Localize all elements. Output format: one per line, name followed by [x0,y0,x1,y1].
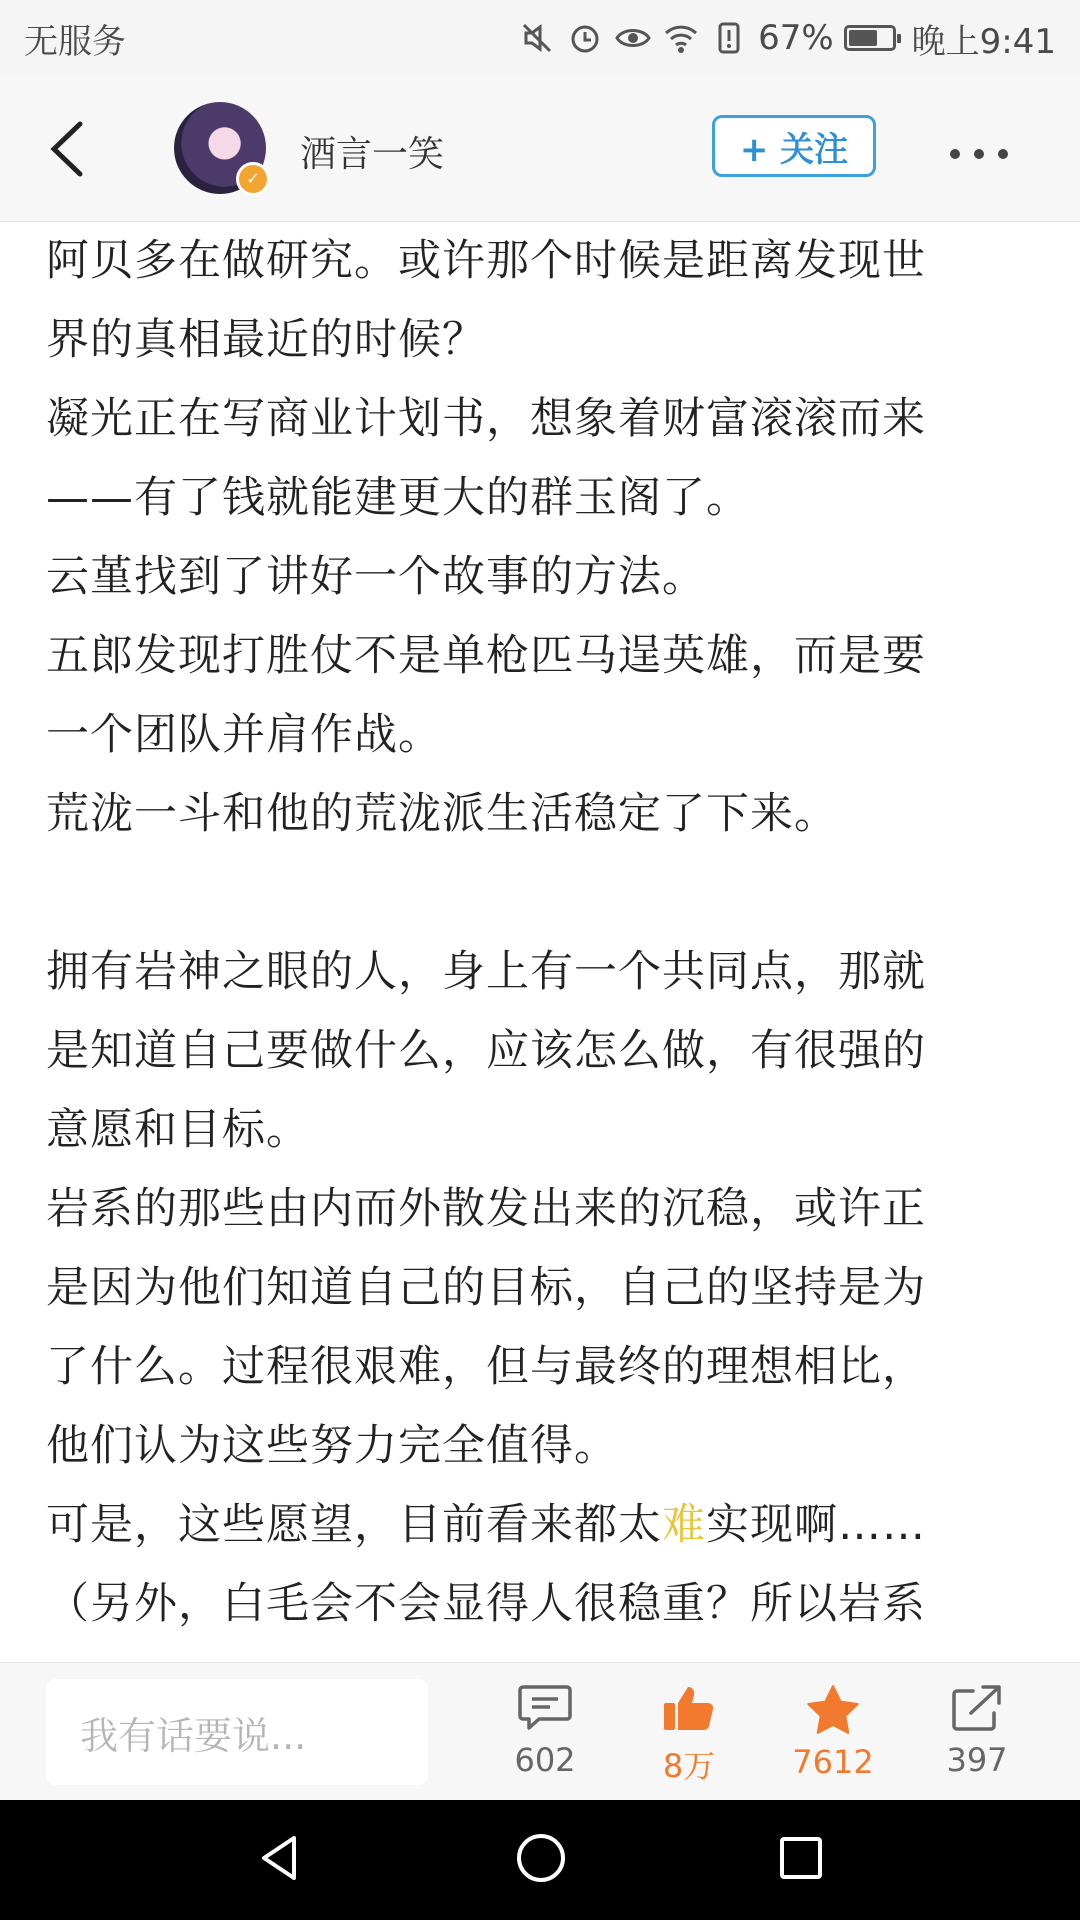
article-line: 界的真相最近的时候？ [46,315,486,365]
status-icons [518,14,1056,63]
comment-button[interactable] [490,1683,600,1783]
article-line: 他们认为这些努力完全值得。 [46,1421,618,1471]
battery-percent: 67% [758,18,834,58]
article-line: 岩系的那些由内而外散发出来的沉稳，或许正 [46,1184,926,1234]
article-line: 云堇找到了讲好一个故事的方法。 [46,552,706,602]
author-name[interactable]: 酒言一笑 [300,134,445,175]
article-body [46,222,1036,1662]
triangle-back-icon [254,1832,306,1884]
article-line: 凝光正在写商业计划书，想象着财富滚滚而来 [46,394,926,444]
article-line: 是知道自己要做什么，应该怎么做，有很强的 [46,1026,926,1076]
favorite-count: 7612 [792,1743,874,1781]
blank-line [46,854,1036,933]
system-nav-bar [0,1800,1080,1920]
more-options-button[interactable] [950,144,1034,164]
share-icon [949,1683,1005,1733]
article-line: ——有了钱就能建更大的群玉阁了。 [46,473,750,523]
verified-badge-icon: ✓ [236,162,270,196]
like-button[interactable] [634,1683,744,1783]
highlighted-word: 难 [662,1500,706,1550]
like-count: 8万 [662,1747,716,1785]
eye-comfort-icon [614,19,652,57]
dot-icon [974,149,984,159]
article-line: 意愿和目标。 [46,1105,310,1155]
article-line: 是因为他们知道自己的目标，自己的坚持是为 [46,1263,926,1313]
share-count: 397 [946,1741,1008,1779]
status-bar [0,0,1080,76]
comment-count: 602 [514,1741,576,1779]
dot-icon [950,149,960,159]
share-button[interactable] [922,1683,1032,1783]
article-line: 拥有岩神之眼的人，身上有一个共同点，那就 [46,947,926,997]
thumbs-up-icon [661,1683,717,1733]
nav-home-button[interactable] [513,1830,569,1890]
article-line [46,1486,1036,1565]
nav-back-button[interactable] [254,1832,306,1888]
article-line: 了什么。过程很艰难，但与最终的理想相比， [46,1342,926,1392]
circle-home-icon [513,1830,569,1886]
alarm-icon [566,19,604,57]
clock: 晚上9:41 [911,21,1056,62]
mute-icon [518,19,556,57]
article-line: 一个团队并肩作战。 [46,710,442,760]
line-text: 实现啊…… [706,1500,926,1550]
square-recents-icon [776,1833,826,1883]
line-text: 可是，这些愿望，目前看来都太 [46,1500,662,1550]
dot-icon [998,149,1008,159]
wifi-icon [662,19,700,57]
action-bar [0,1662,1080,1800]
star-icon [805,1683,861,1735]
carrier-label: 无服务 [24,21,126,62]
comment-input[interactable]: 我有话要说... [46,1679,428,1785]
alert-icon [710,19,748,57]
post-header [0,76,1080,222]
article-line: 阿贝多在做研究。或许那个时候是距离发现世 [46,236,926,286]
back-button[interactable] [40,116,100,182]
avatar[interactable] [174,102,266,194]
article-line: （另外，白毛会不会显得人很稳重？所以岩系 [46,1579,926,1629]
follow-button[interactable]: + 关注 [712,115,876,177]
back-arrow-icon [40,116,100,182]
favorite-button[interactable] [778,1683,888,1783]
nav-recents-button[interactable] [776,1833,826,1887]
article-line: 五郎发现打胜仗不是单枪匹马逞英雄，而是要 [46,631,926,681]
battery-icon [844,25,896,51]
article-line: 荒泷一斗和他的荒泷派生活稳定了下来。 [46,789,838,839]
comment-icon [517,1683,573,1733]
